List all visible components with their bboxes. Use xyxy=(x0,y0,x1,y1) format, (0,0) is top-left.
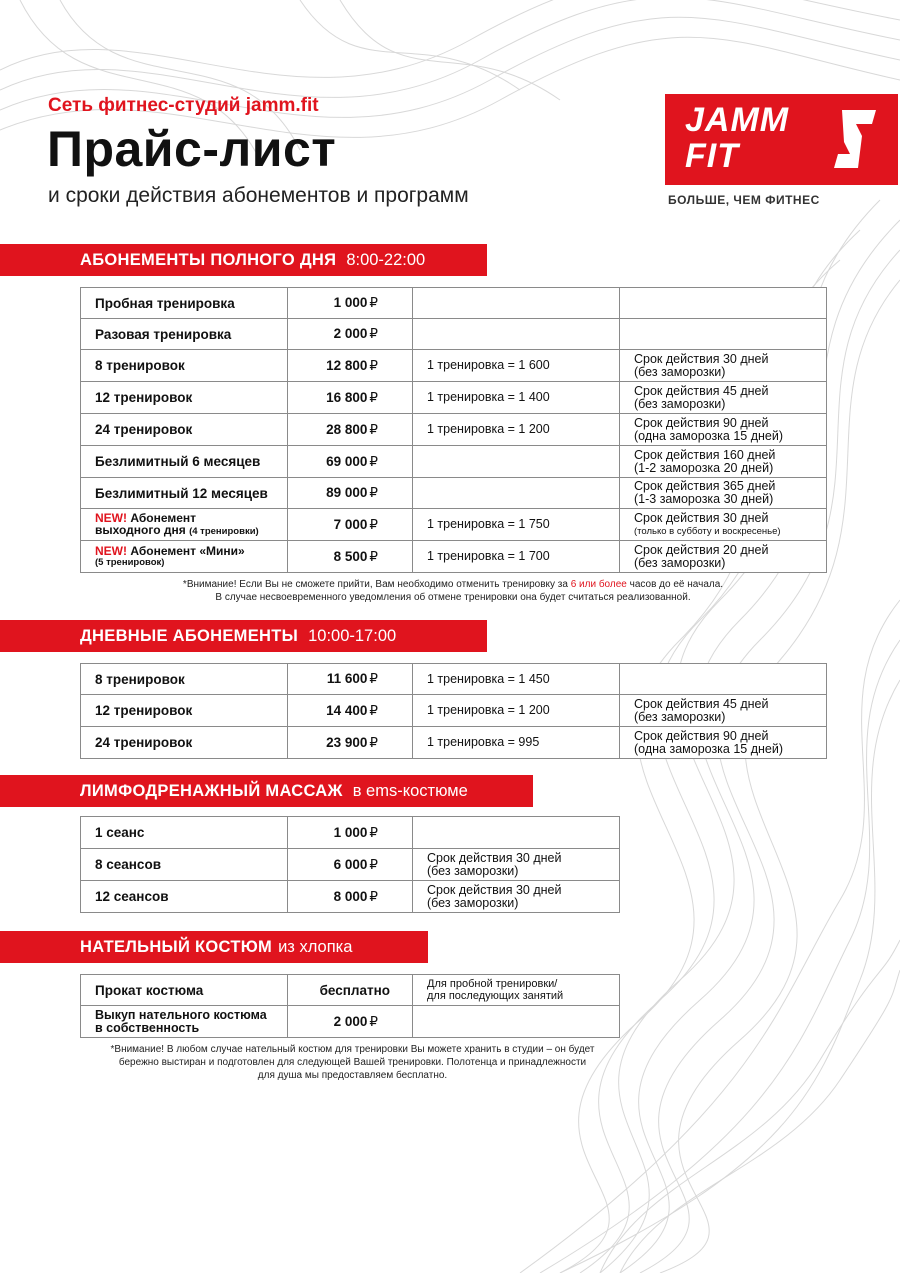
section-title: ДНЕВНЫЕ АБОНЕМЕНТЫ xyxy=(80,626,299,645)
row-price: 11 600 ₽ xyxy=(288,664,413,695)
jammfit-logo xyxy=(665,94,898,185)
table-row xyxy=(81,817,620,849)
row-price: бесплатно xyxy=(288,975,413,1006)
cancellation-footnote: *Внимание! Если Вы не сможете прийти, Вам необходимо отменить тренировку за 6 или более часов до её начала. В случае несвоевременного уведомления об отмене тренировки она будет считаться реализованной. xyxy=(182,579,724,603)
section-title: НАТЕЛЬНЫЙ КОСТЮМ xyxy=(80,937,273,956)
logo-s-mark-icon xyxy=(832,106,880,172)
row-name: 12 сеансов xyxy=(81,881,288,913)
table-row xyxy=(81,849,620,881)
page-subtitle: и сроки действия абонементов и программ xyxy=(48,184,469,207)
network-name: Сеть фитнес-студий jamm.fit xyxy=(48,95,319,116)
table-row xyxy=(81,727,827,759)
section-subtitle: в ems-костюме xyxy=(352,781,468,800)
logo-tagline: БОЛЬШЕ, ЧЕМ ФИТНЕС xyxy=(668,193,820,207)
row-price: 1 000 ₽ xyxy=(288,817,413,849)
row-price: 69 000 ₽ xyxy=(288,446,413,478)
row-note: Для пробной тренировки/ для последующих занятий xyxy=(413,975,620,1006)
row-per-session: 1 тренировка = 1 750 xyxy=(413,509,620,541)
row-name: 24 тренировок xyxy=(81,727,288,759)
section-subtitle: из хлопка xyxy=(278,937,353,956)
row-term xyxy=(620,319,827,350)
row-price: 89 000 ₽ xyxy=(288,478,413,509)
row-name: Безлимитный 6 месяцев xyxy=(81,446,288,478)
row-per-session xyxy=(413,446,620,478)
row-price: 8 000 ₽ xyxy=(288,881,413,913)
row-per-session: 1 тренировка = 1 200 xyxy=(413,414,620,446)
section-hours: 8:00-22:00 xyxy=(346,250,426,269)
logo-line-2: FIT xyxy=(685,137,739,175)
row-price: 14 400 ₽ xyxy=(288,695,413,727)
row-name: Разовая тренировка xyxy=(81,319,288,350)
row-price: 8 500 ₽ xyxy=(288,541,413,573)
row-price: 7 000 ₽ xyxy=(288,509,413,541)
row-term: Срок действия 30 дней (без заморозки) xyxy=(413,881,620,913)
row-price: 6 000 ₽ xyxy=(288,849,413,881)
table-row xyxy=(81,288,827,319)
row-name: 8 сеансов xyxy=(81,849,288,881)
new-badge: NEW! xyxy=(95,543,127,558)
section-banner-full-day xyxy=(0,244,487,276)
row-term: Срок действия 30 дней (без заморозки) xyxy=(620,350,827,382)
row-note xyxy=(413,1006,620,1038)
table-row xyxy=(81,1006,620,1038)
full-day-price-table xyxy=(80,287,827,573)
row-name: 8 тренировок xyxy=(81,350,288,382)
day-price-table xyxy=(80,663,827,759)
row-term: Срок действия 365 дней (1-3 заморозка 30 дней) xyxy=(620,478,827,509)
new-badge: NEW! xyxy=(95,510,127,525)
row-term: Срок действия 30 дней (без заморозки) xyxy=(413,849,620,881)
row-per-session xyxy=(413,288,620,319)
row-price: 28 800 ₽ xyxy=(288,414,413,446)
row-term: Срок действия 160 дней (1-2 заморозка 20 дней) xyxy=(620,446,827,478)
row-term: Срок действия 30 дней (только в субботу и воскресенье) xyxy=(620,509,827,541)
section-hours: 10:00-17:00 xyxy=(308,626,397,645)
table-row xyxy=(81,382,827,414)
row-term: Срок действия 45 дней (без заморозки) xyxy=(620,695,827,727)
table-row xyxy=(81,881,620,913)
table-row xyxy=(81,414,827,446)
row-per-session xyxy=(413,319,620,350)
row-name: 12 тренировок xyxy=(81,695,288,727)
suit-footnote: *Внимание! В любом случае нательный костюм для тренировки Вы можете хранить в студии – он будет бережно выстиран и подготовлен для следующей Вашей тренировки. Полотенца и принадлежности для душа мы предоставляем бесплатно. xyxy=(110,1044,595,1081)
row-name: Прокат костюма xyxy=(81,975,288,1006)
row-per-session xyxy=(413,478,620,509)
row-name: 24 тренировок xyxy=(81,414,288,446)
row-price: 2 000 ₽ xyxy=(288,319,413,350)
table-row xyxy=(81,975,620,1006)
row-name: Выкуп нательного костюма в собственность xyxy=(81,1006,288,1038)
row-price: 16 800 ₽ xyxy=(288,382,413,414)
row-name: 8 тренировок xyxy=(81,664,288,695)
row-name: 1 сеанс xyxy=(81,817,288,849)
row-per-session: 1 тренировка = 1 700 xyxy=(413,541,620,573)
row-name: NEW! Абонемент выходного дня (4 тренировки) xyxy=(81,509,288,541)
row-term: Срок действия 45 дней (без заморозки) xyxy=(620,382,827,414)
row-name: Безлимитный 12 месяцев xyxy=(81,478,288,509)
row-per-session: 1 тренировка = 1 600 xyxy=(413,350,620,382)
row-term: Срок действия 20 дней (без заморозки) xyxy=(620,541,827,573)
row-term xyxy=(620,664,827,695)
row-term: Срок действия 90 дней (одна заморозка 15 дней) xyxy=(620,727,827,759)
row-term xyxy=(620,288,827,319)
table-row xyxy=(81,695,827,727)
table-row xyxy=(81,478,827,509)
table-row-weekend xyxy=(81,509,827,541)
row-per-session: 1 тренировка = 1 400 xyxy=(413,382,620,414)
section-title: ЛИМФОДРЕНАЖНЫЙ МАССАЖ xyxy=(80,781,343,800)
page-title: Прайс-лист xyxy=(47,121,337,177)
section-banner-massage xyxy=(0,775,533,807)
section-banner-day xyxy=(0,620,487,652)
logo-line-1: JAMM xyxy=(685,101,790,139)
table-row xyxy=(81,664,827,695)
row-name: NEW! Абонемент «Мини» (5 тренировок) xyxy=(81,541,288,573)
row-name: Пробная тренировка xyxy=(81,288,288,319)
row-price: 23 900 ₽ xyxy=(288,727,413,759)
row-per-session: 1 тренировка = 1 200 xyxy=(413,695,620,727)
row-term xyxy=(413,817,620,849)
section-title: АБОНЕМЕНТЫ ПОЛНОГО ДНЯ xyxy=(80,250,337,269)
suit-price-table xyxy=(80,974,620,1038)
table-row-mini xyxy=(81,541,827,573)
section-banner-suit xyxy=(0,931,428,963)
row-term: Срок действия 90 дней (одна заморозка 15 дней) xyxy=(620,414,827,446)
row-per-session: 1 тренировка = 1 450 xyxy=(413,664,620,695)
row-per-session: 1 тренировка = 995 xyxy=(413,727,620,759)
table-row xyxy=(81,446,827,478)
table-row xyxy=(81,350,827,382)
massage-price-table xyxy=(80,816,620,913)
row-name: 12 тренировок xyxy=(81,382,288,414)
row-price: 12 800 ₽ xyxy=(288,350,413,382)
table-row xyxy=(81,319,827,350)
row-price: 1 000 ₽ xyxy=(288,288,413,319)
row-price: 2 000 ₽ xyxy=(288,1006,413,1038)
